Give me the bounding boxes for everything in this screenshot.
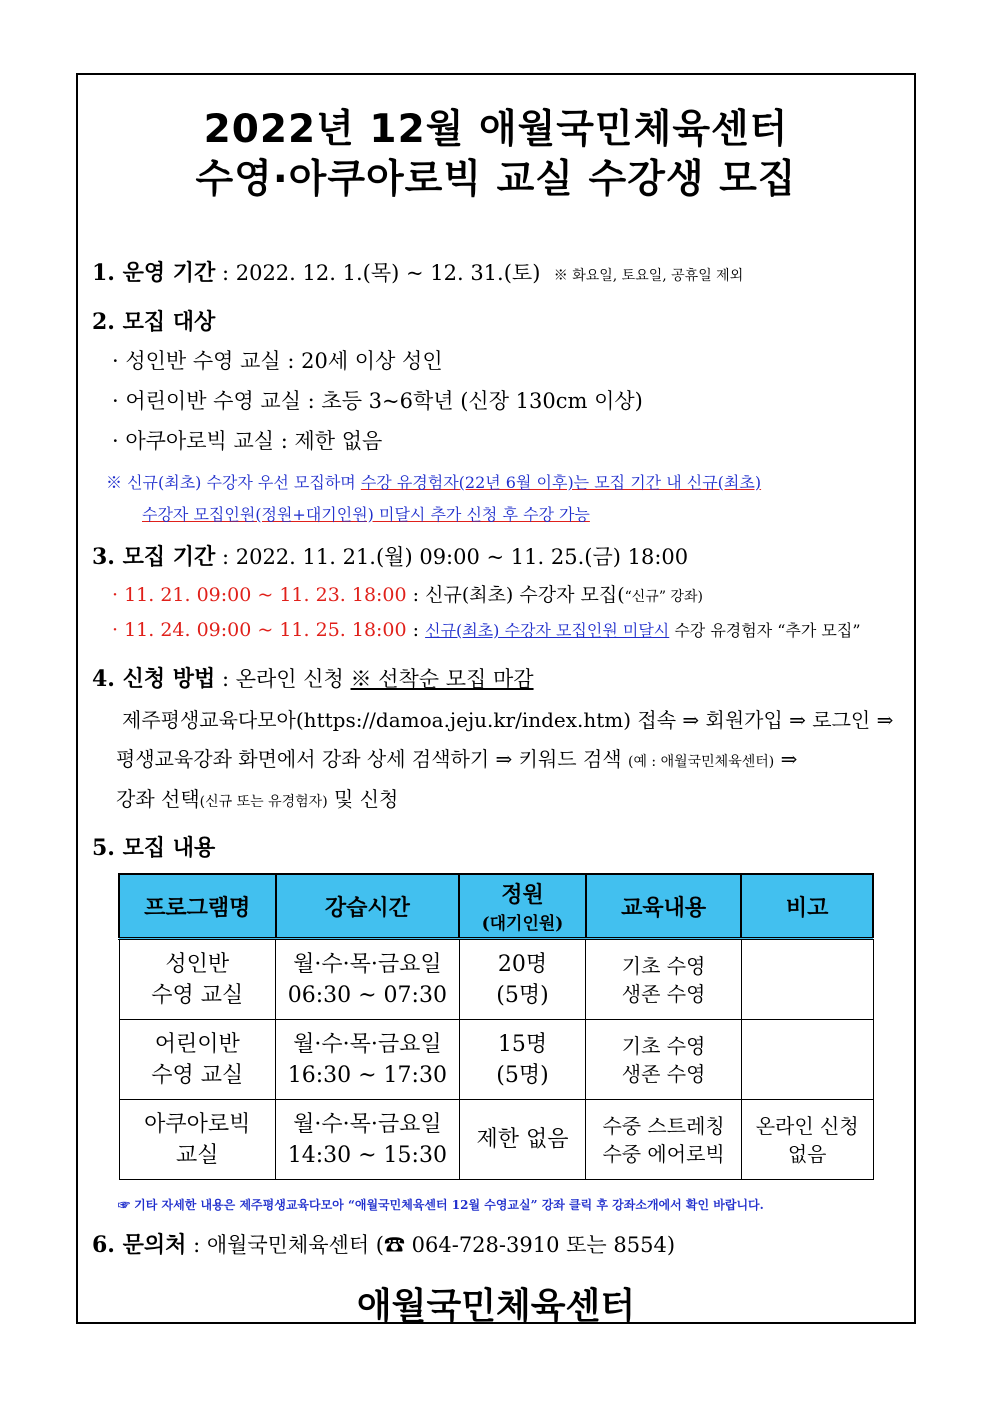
program-time bbox=[276, 1020, 460, 1100]
program-name-2: 수영 교실 bbox=[151, 1062, 244, 1088]
target-note-line1 bbox=[106, 470, 761, 493]
program-name bbox=[119, 1020, 276, 1100]
recruit-phase-1 bbox=[112, 580, 703, 607]
operation-period-value: : 2022. 12. 1.(목) ~ 12. 31.(토) bbox=[215, 261, 541, 285]
program-days: 월·수·목·금요일 bbox=[293, 1031, 442, 1057]
col-content: 교육내용 bbox=[586, 874, 742, 939]
program-note bbox=[741, 939, 873, 1020]
program-capacity bbox=[459, 939, 586, 1020]
program-capacity bbox=[459, 1100, 586, 1180]
target-item: · 아쿠아로빅 교실 : 제한 없음 bbox=[112, 429, 383, 453]
program-table bbox=[118, 873, 874, 1180]
table-row bbox=[119, 939, 873, 1020]
program-name-1: 성인반 bbox=[165, 951, 230, 977]
apply-step-end: 및 신청 bbox=[327, 787, 399, 811]
contact-value: : 애월국민체육센터 (☎ 064-728-3910 또는 8554) bbox=[186, 1233, 676, 1257]
section-apply-method bbox=[92, 662, 534, 693]
program-note bbox=[741, 1020, 873, 1100]
page-title-line2: 수영·아쿠아로빅 교실 수강생 모집 bbox=[195, 157, 797, 202]
apply-step-line2 bbox=[116, 743, 797, 772]
apply-step-example: (예 : 애월국민체육센터) bbox=[627, 754, 775, 770]
waitlist-value: (5명) bbox=[496, 1062, 549, 1088]
section-heading-target: 2. 모집 대상 bbox=[92, 309, 216, 335]
page-title-line1: 2022년 12월 애월국민체육센터 bbox=[203, 107, 789, 152]
first-come-notice: ※ 선착순 모집 마감 bbox=[350, 667, 534, 691]
col-note: 비고 bbox=[741, 874, 873, 939]
program-name-1: 어린이반 bbox=[154, 1031, 240, 1057]
apply-step-text: 평생교육강좌 화면에서 강좌 상세 검색하기 ⇒ 키워드 검색 bbox=[116, 747, 628, 771]
program-content bbox=[586, 939, 742, 1020]
content-1: 수중 스트레칭 bbox=[602, 1113, 725, 1138]
program-note bbox=[741, 1100, 873, 1180]
target-item: · 성인반 수영 교실 : 20세 이상 성인 bbox=[112, 349, 443, 373]
program-hours: 14:30 ~ 15:30 bbox=[287, 1142, 447, 1168]
col-time: 강습시간 bbox=[276, 874, 460, 939]
program-hours: 06:30 ~ 07:30 bbox=[287, 982, 447, 1008]
table-footnote: ☞ 기타 자세한 내용은 제주평생교육다모아 “애월국민체육센터 12월 수영교실” 강좌 클릭 후 강좌소개에서 확인 바랍니다. bbox=[118, 1198, 764, 1212]
program-hours: 16:30 ~ 17:30 bbox=[287, 1062, 447, 1088]
program-days: 월·수·목·금요일 bbox=[293, 1111, 442, 1137]
section-heading: 3. 모집 기간 bbox=[92, 544, 216, 570]
table-row bbox=[119, 1020, 873, 1100]
program-time bbox=[276, 939, 460, 1020]
phase-1-tag: “신규” 강좌) bbox=[624, 589, 703, 605]
target-note-line2: 수강자 모집인원(정원+대기인원) 미달시 추가 신청 후 수강 가능 bbox=[142, 505, 590, 524]
table-header-row bbox=[119, 874, 873, 939]
phase-2-colon: : bbox=[406, 619, 426, 641]
phase-2-condition: 신규(최초) 수강자 모집인원 미달시 bbox=[425, 621, 670, 640]
capacity-label: 정원 bbox=[501, 882, 544, 908]
section-heading: 4. 신청 방법 bbox=[92, 666, 216, 692]
program-name bbox=[119, 1100, 276, 1180]
note-2: 없음 bbox=[787, 1141, 827, 1166]
program-capacity bbox=[459, 1020, 586, 1100]
content-1: 기초 수영 bbox=[621, 953, 706, 978]
program-days: 월·수·목·금요일 bbox=[293, 951, 442, 977]
program-name-2: 교실 bbox=[176, 1142, 219, 1168]
section-recruit-period bbox=[92, 540, 688, 571]
section-heading: 6. 문의처 bbox=[92, 1232, 187, 1258]
waitlist-value: (5명) bbox=[496, 982, 549, 1008]
waitlist-label: (대기인원) bbox=[481, 914, 564, 934]
apply-step-line3 bbox=[116, 783, 398, 812]
section-contact bbox=[92, 1228, 675, 1259]
section-operation-period bbox=[92, 256, 743, 287]
program-content bbox=[586, 1100, 742, 1180]
apply-step-select: 강좌 선택 bbox=[116, 787, 200, 811]
operation-period-note: ※ 화요일, 토요일, 공휴일 제외 bbox=[553, 268, 744, 284]
note-1: 온라인 신청 bbox=[755, 1113, 859, 1138]
content-2: 생존 수영 bbox=[621, 1061, 706, 1086]
content-1: 기초 수영 bbox=[621, 1033, 706, 1058]
capacity-value: 제한 없음 bbox=[476, 1127, 569, 1152]
target-item: · 어린이반 수영 교실 : 초등 3~6학년 (신장 130cm 이상) bbox=[112, 389, 643, 413]
col-capacity bbox=[459, 874, 586, 939]
section-heading: 1. 운영 기간 bbox=[92, 260, 216, 286]
table-row bbox=[119, 1100, 873, 1180]
recruit-phase-2 bbox=[112, 618, 861, 641]
program-name-1: 아쿠아로빅 bbox=[144, 1111, 251, 1137]
capacity-value: 15명 bbox=[497, 1031, 548, 1057]
program-name bbox=[119, 939, 276, 1020]
footer-org-name: 애월국민체육센터 bbox=[356, 1286, 636, 1327]
content-2: 수중 에어로빅 bbox=[602, 1141, 725, 1166]
content-2: 생존 수영 bbox=[621, 981, 706, 1006]
section-heading-content: 5. 모집 내용 bbox=[92, 835, 216, 861]
program-content bbox=[586, 1020, 742, 1100]
recruit-period-value: : 2022. 11. 21.(월) 09:00 ~ 11. 25.(금) 18:00 bbox=[215, 545, 689, 569]
phase-2-rest: 수강 유경험자 “추가 모집” bbox=[669, 621, 861, 640]
phase-2-time: · 11. 24. 09:00 ~ 11. 25. 18:00 bbox=[112, 619, 407, 641]
phase-1-desc: : 신규(최초) 수강자 모집( bbox=[406, 584, 625, 606]
program-time bbox=[276, 1100, 460, 1180]
col-program: 프로그램명 bbox=[119, 874, 276, 939]
target-note-text: ※ 신규(최초) 수강자 우선 모집하며 bbox=[106, 473, 361, 492]
apply-method-value: : 온라인 신청 bbox=[215, 667, 351, 691]
phase-1-time: · 11. 21. 09:00 ~ 11. 23. 18:00 bbox=[112, 584, 407, 606]
program-name-2: 수영 교실 bbox=[151, 982, 244, 1008]
capacity-value: 20명 bbox=[497, 951, 548, 977]
apply-step-select-note: (신규 또는 유경험자) bbox=[199, 794, 328, 810]
target-note-underlined: 수강 유경험자(22년 6월 이후)는 모집 기간 내 신규(최초) bbox=[360, 473, 762, 492]
apply-step-line1: 제주평생교육다모아(https://damoa.jeju.kr/index.htm) 접속 ⇒ 회원가입 ⇒ 로그인 ⇒ bbox=[122, 708, 894, 732]
apply-step-arrow: ⇒ bbox=[774, 747, 798, 771]
